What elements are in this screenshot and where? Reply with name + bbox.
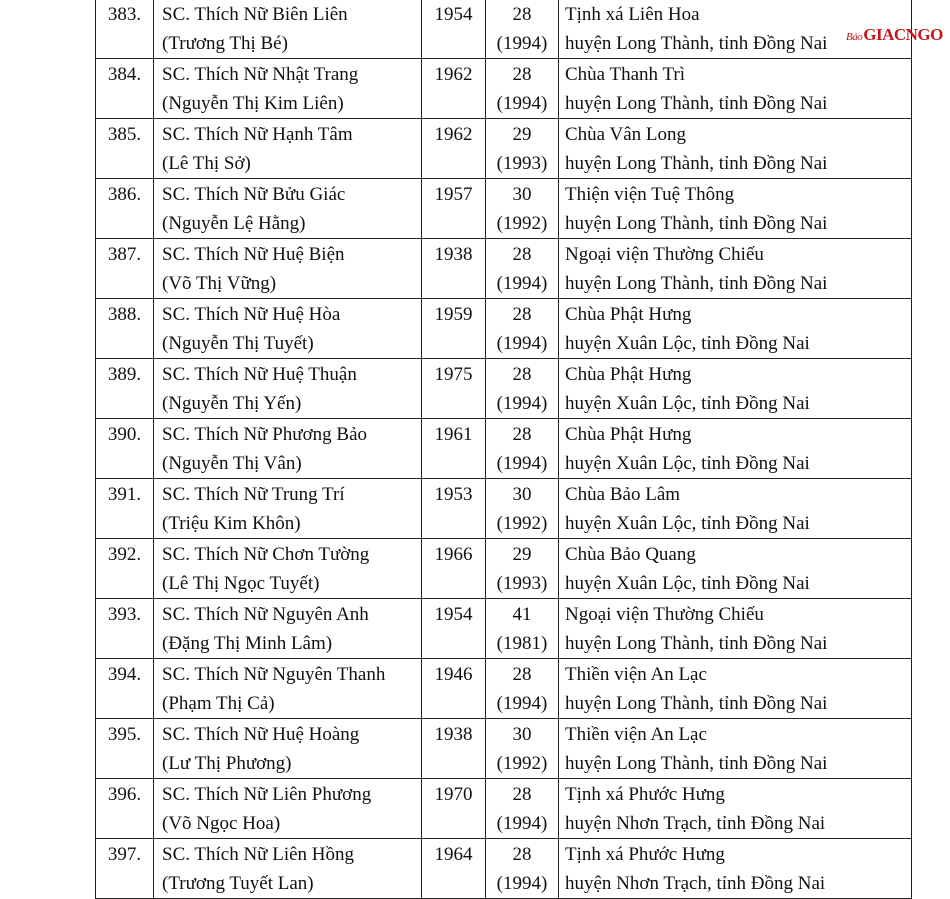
ordination-year: (1994) — [496, 453, 548, 474]
birth-year: 1975 — [434, 364, 473, 385]
row-number: 388. — [107, 304, 142, 325]
lay-name: (Trương Thị Bé) — [162, 33, 288, 54]
ordination-age: 28 — [512, 304, 532, 325]
ordination-year: (1994) — [496, 33, 548, 54]
ordination-year: (1993) — [496, 153, 548, 174]
name-cell — [154, 599, 422, 659]
birth-year-cell — [422, 119, 486, 179]
birth-year: 1957 — [434, 184, 473, 205]
dharma-name: SC. Thích Nữ Huệ Hòa — [162, 304, 341, 325]
table-row — [96, 839, 912, 899]
row-number-cell — [96, 239, 154, 299]
name-cell — [154, 779, 422, 839]
birth-year-cell — [422, 419, 486, 479]
residence-cell — [559, 179, 912, 239]
dharma-name: SC. Thích Nữ Nguyên Thanh — [162, 664, 386, 685]
ordination-cell — [486, 179, 559, 239]
district-name: huyện Xuân Lộc, tỉnh Đồng Nai — [565, 513, 810, 534]
ordination-cell — [486, 599, 559, 659]
dharma-name: SC. Thích Nữ Nhật Trang — [162, 64, 359, 85]
name-cell — [154, 299, 422, 359]
ordination-age: 28 — [512, 4, 532, 25]
birth-year: 1962 — [434, 64, 473, 85]
residence-cell — [559, 599, 912, 659]
row-number-cell — [96, 779, 154, 839]
district-name: huyện Long Thành, tỉnh Đồng Nai — [565, 153, 828, 174]
ordination-year: (1994) — [496, 393, 548, 414]
temple-name: Thiền viện An Lạc — [565, 664, 707, 685]
temple-name: Chùa Phật Hưng — [565, 424, 692, 445]
name-cell — [154, 719, 422, 779]
row-number: 391. — [107, 484, 142, 505]
row-number: 397. — [107, 844, 142, 865]
district-name: huyện Long Thành, tỉnh Đồng Nai — [565, 693, 828, 714]
row-number: 390. — [107, 424, 142, 445]
ordination-age: 28 — [512, 244, 532, 265]
temple-name: Chùa Thanh Trì — [565, 64, 686, 85]
district-name: huyện Xuân Lộc, tỉnh Đồng Nai — [565, 573, 810, 594]
birth-year-cell — [422, 539, 486, 599]
row-number-cell — [96, 179, 154, 239]
dharma-name: SC. Thích Nữ Trung Trí — [162, 484, 345, 505]
residence-cell — [559, 779, 912, 839]
name-cell — [154, 839, 422, 899]
ordination-year: (1994) — [496, 693, 548, 714]
ordination-cell — [486, 0, 559, 59]
residence-cell — [559, 239, 912, 299]
temple-name: Chùa Bảo Quang — [565, 544, 696, 565]
birth-year-cell — [422, 479, 486, 539]
row-number: 383. — [107, 4, 142, 25]
giacngo-watermark-logo — [846, 25, 943, 47]
dharma-name: SC. Thích Nữ Huệ Hoàng — [162, 724, 360, 745]
row-number: 394. — [107, 664, 142, 685]
name-cell — [154, 359, 422, 419]
temple-name: Chùa Bảo Lâm — [565, 484, 681, 505]
birth-year-cell — [422, 839, 486, 899]
birth-year-cell — [422, 659, 486, 719]
table-row — [96, 419, 912, 479]
name-cell — [154, 479, 422, 539]
ordination-cell — [486, 719, 559, 779]
lay-name: (Đặng Thị Minh Lâm) — [162, 633, 333, 654]
temple-name: Thiền viện An Lạc — [565, 724, 707, 745]
birth-year-cell — [422, 359, 486, 419]
temple-name: Thiện viện Tuệ Thông — [565, 184, 735, 205]
birth-year-cell — [422, 239, 486, 299]
residence-cell — [559, 119, 912, 179]
district-name: huyện Long Thành, tỉnh Đồng Nai — [565, 273, 828, 294]
row-number-cell — [96, 0, 154, 59]
table-row — [96, 59, 912, 119]
temple-name: Chùa Vân Long — [565, 124, 687, 145]
ordination-age: 28 — [512, 64, 532, 85]
birth-year: 1961 — [434, 424, 473, 445]
district-name: huyện Nhơn Trạch, tỉnh Đồng Nai — [565, 873, 826, 894]
ordination-cell — [486, 539, 559, 599]
lay-name: (Phạm Thị Cả) — [162, 693, 275, 714]
lay-name: (Nguyễn Thị Tuyết) — [162, 333, 314, 354]
birth-year: 1962 — [434, 124, 473, 145]
lay-name: (Võ Ngọc Hoa) — [162, 813, 281, 834]
row-number: 384. — [107, 64, 142, 85]
district-name: huyện Long Thành, tỉnh Đồng Nai — [565, 753, 828, 774]
row-number-cell — [96, 479, 154, 539]
table-row — [96, 659, 912, 719]
ordination-age: 30 — [512, 484, 532, 505]
row-number: 392. — [107, 544, 142, 565]
dharma-name: SC. Thích Nữ Phương Bảo — [162, 424, 368, 445]
temple-name: Tịnh xá Liên Hoa — [565, 4, 700, 25]
ordination-age: 41 — [512, 604, 532, 625]
row-number-cell — [96, 599, 154, 659]
dharma-name: SC. Thích Nữ Bửu Giác — [162, 184, 346, 205]
ordination-year: (1992) — [496, 513, 548, 534]
birth-year-cell — [422, 59, 486, 119]
ordination-year: (1992) — [496, 753, 548, 774]
name-cell — [154, 539, 422, 599]
residence-cell — [559, 539, 912, 599]
table-row — [96, 599, 912, 659]
row-number-cell — [96, 299, 154, 359]
watermark-prefix: Báo — [846, 31, 863, 43]
row-number: 393. — [107, 604, 142, 625]
table-row — [96, 359, 912, 419]
temple-name: Ngoại viện Thường Chiếu — [565, 604, 764, 625]
lay-name: (Trương Tuyết Lan) — [162, 873, 314, 894]
table-row — [96, 719, 912, 779]
birth-year: 1970 — [434, 784, 473, 805]
birth-year-cell — [422, 719, 486, 779]
name-cell — [154, 59, 422, 119]
dharma-name: SC. Thích Nữ Chơn Tường — [162, 544, 370, 565]
dharma-name: SC. Thích Nữ Liên Hồng — [162, 844, 355, 865]
ordination-cell — [486, 119, 559, 179]
table-row — [96, 539, 912, 599]
table-row — [96, 239, 912, 299]
birth-year-cell — [422, 779, 486, 839]
temple-name: Chùa Phật Hưng — [565, 364, 692, 385]
row-number: 396. — [107, 784, 142, 805]
lay-name: (Lê Thị Sở) — [162, 153, 251, 174]
table-row — [96, 779, 912, 839]
temple-name: Tịnh xá Phước Hưng — [565, 784, 725, 805]
nun-list-table — [95, 0, 912, 899]
row-number-cell — [96, 539, 154, 599]
district-name: huyện Nhơn Trạch, tỉnh Đồng Nai — [565, 813, 826, 834]
row-number-cell — [96, 359, 154, 419]
residence-cell — [559, 839, 912, 899]
temple-name: Chùa Phật Hưng — [565, 304, 692, 325]
ordination-age: 28 — [512, 424, 532, 445]
birth-year-cell — [422, 299, 486, 359]
residence-cell — [559, 359, 912, 419]
dharma-name: SC. Thích Nữ Huệ Thuận — [162, 364, 357, 385]
birth-year: 1966 — [434, 544, 473, 565]
row-number: 386. — [107, 184, 142, 205]
residence-cell — [559, 479, 912, 539]
birth-year-cell — [422, 0, 486, 59]
district-name: huyện Long Thành, tỉnh Đồng Nai — [565, 33, 828, 54]
ordination-age: 30 — [512, 724, 532, 745]
ordination-year: (1994) — [496, 93, 548, 114]
table-row — [96, 0, 912, 59]
ordination-cell — [486, 359, 559, 419]
ordination-cell — [486, 839, 559, 899]
birth-year-cell — [422, 599, 486, 659]
birth-year: 1964 — [434, 844, 473, 865]
ordination-cell — [486, 239, 559, 299]
name-cell — [154, 419, 422, 479]
lay-name: (Lư Thị Phương) — [162, 753, 292, 774]
row-number-cell — [96, 59, 154, 119]
name-cell — [154, 119, 422, 179]
ordination-year: (1992) — [496, 213, 548, 234]
lay-name: (Nguyễn Lệ Hằng) — [162, 213, 306, 234]
birth-year: 1959 — [434, 304, 473, 325]
name-cell — [154, 179, 422, 239]
temple-name: Ngoại viện Thường Chiếu — [565, 244, 764, 265]
ordination-year: (1994) — [496, 873, 548, 894]
ordination-cell — [486, 419, 559, 479]
row-number: 389. — [107, 364, 142, 385]
ordination-year: (1981) — [496, 633, 548, 654]
birth-year: 1938 — [434, 724, 473, 745]
ordination-cell — [486, 659, 559, 719]
name-cell — [154, 0, 422, 59]
ordination-cell — [486, 299, 559, 359]
row-number-cell — [96, 659, 154, 719]
ordination-year: (1994) — [496, 333, 548, 354]
row-number: 385. — [107, 124, 142, 145]
district-name: huyện Xuân Lộc, tỉnh Đồng Nai — [565, 393, 810, 414]
ordination-year: (1993) — [496, 573, 548, 594]
name-cell — [154, 239, 422, 299]
birth-year: 1946 — [434, 664, 473, 685]
dharma-name: SC. Thích Nữ Nguyên Anh — [162, 604, 369, 625]
residence-cell — [559, 719, 912, 779]
row-number-cell — [96, 119, 154, 179]
district-name: huyện Long Thành, tỉnh Đồng Nai — [565, 213, 828, 234]
table-row — [96, 479, 912, 539]
table-row — [96, 119, 912, 179]
lay-name: (Nguyễn Thị Kim Liên) — [162, 93, 344, 114]
birth-year: 1938 — [434, 244, 473, 265]
ordination-age: 29 — [512, 124, 532, 145]
ordination-cell — [486, 779, 559, 839]
temple-name: Tịnh xá Phước Hưng — [565, 844, 725, 865]
ordination-cell — [486, 479, 559, 539]
ordination-age: 28 — [512, 784, 532, 805]
ordination-age: 28 — [512, 364, 532, 385]
dharma-name: SC. Thích Nữ Liên Phương — [162, 784, 372, 805]
district-name: huyện Long Thành, tỉnh Đồng Nai — [565, 633, 828, 654]
residence-cell — [559, 299, 912, 359]
row-number: 387. — [107, 244, 142, 265]
ordination-age: 28 — [512, 844, 532, 865]
lay-name: (Võ Thị Vững) — [162, 273, 277, 294]
row-number: 395. — [107, 724, 142, 745]
birth-year: 1954 — [434, 4, 473, 25]
dharma-name: SC. Thích Nữ Huệ Biện — [162, 244, 345, 265]
birth-year-cell — [422, 179, 486, 239]
lay-name: (Triệu Kim Khôn) — [162, 513, 301, 534]
ordination-year: (1994) — [496, 273, 548, 294]
ordination-age: 30 — [512, 184, 532, 205]
ordination-year: (1994) — [496, 813, 548, 834]
district-name: huyện Long Thành, tỉnh Đồng Nai — [565, 93, 828, 114]
row-number-cell — [96, 719, 154, 779]
table-body — [96, 0, 912, 899]
ordination-age: 28 — [512, 664, 532, 685]
district-name: huyện Xuân Lộc, tỉnh Đồng Nai — [565, 453, 810, 474]
lay-name: (Nguyễn Thị Yến) — [162, 393, 302, 414]
birth-year: 1954 — [434, 604, 473, 625]
table-row — [96, 179, 912, 239]
ordination-age: 29 — [512, 544, 532, 565]
dharma-name: SC. Thích Nữ Biên Liên — [162, 4, 348, 25]
lay-name: (Nguyễn Thị Vân) — [162, 453, 302, 474]
watermark-name: GIACNGO — [863, 25, 943, 44]
residence-cell — [559, 659, 912, 719]
name-cell — [154, 659, 422, 719]
dharma-name: SC. Thích Nữ Hạnh Tâm — [162, 124, 353, 145]
row-number-cell — [96, 839, 154, 899]
district-name: huyện Xuân Lộc, tỉnh Đồng Nai — [565, 333, 810, 354]
lay-name: (Lê Thị Ngọc Tuyết) — [162, 573, 320, 594]
residence-cell — [559, 419, 912, 479]
ordination-cell — [486, 59, 559, 119]
table-row — [96, 299, 912, 359]
row-number-cell — [96, 419, 154, 479]
birth-year: 1953 — [434, 484, 473, 505]
residence-cell — [559, 59, 912, 119]
